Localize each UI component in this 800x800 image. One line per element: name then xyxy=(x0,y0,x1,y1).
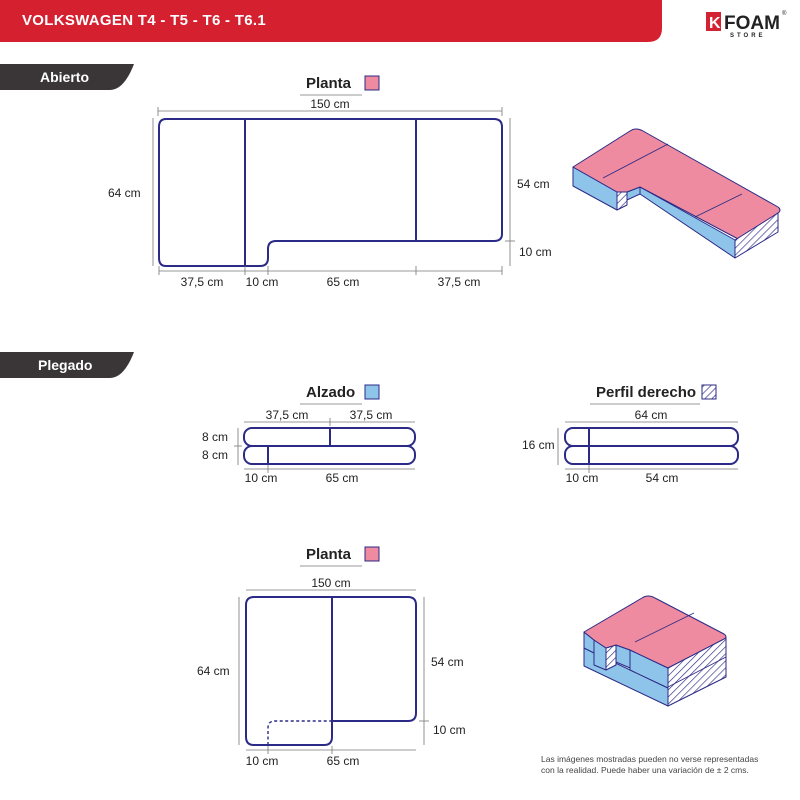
dim-top-150: 150 cm xyxy=(311,576,351,590)
open-plan-title: Planta xyxy=(306,75,352,92)
dim-bottom-37-5-b: 37,5 cm xyxy=(437,275,481,289)
open-mattress-outline xyxy=(159,119,502,266)
dim-bottom-10: 10 cm xyxy=(244,471,278,485)
dim-left-64: 64 cm xyxy=(108,186,141,200)
folded-plan-view xyxy=(197,546,466,768)
profile-layer-top xyxy=(565,428,738,446)
pink-swatch xyxy=(365,76,379,90)
header-title: VOLKSWAGEN T4 - T5 - T6 - T6.1 xyxy=(22,12,267,29)
dim-bottom-10: 10 cm xyxy=(245,275,279,289)
logo-k: K xyxy=(709,15,721,32)
dim-right-10: 10 cm xyxy=(519,245,552,259)
dim-left-8-a: 8 cm xyxy=(202,430,229,444)
dim-bottom-65: 65 cm xyxy=(326,275,360,289)
dim-bottom-10: 10 cm xyxy=(565,471,599,485)
section-label-folded: Plegado xyxy=(38,357,93,373)
dim-bottom-10: 10 cm xyxy=(245,754,279,768)
profile-title: Perfil derecho xyxy=(596,384,697,401)
open-isometric-illustration xyxy=(573,129,780,258)
open-plan-view xyxy=(108,75,552,289)
folded-profile-view xyxy=(522,384,738,485)
dim-left-16: 16 cm xyxy=(522,438,555,452)
disclaimer-line-2: con la realidad. Puede haber una variación de ± 2 cms. xyxy=(541,765,749,775)
profile-layer-bottom xyxy=(565,446,738,464)
elevation-layer-bottom xyxy=(244,446,415,464)
dim-right-10: 10 cm xyxy=(433,723,466,737)
logo-foam: FOAM xyxy=(724,13,780,34)
dim-left-64: 64 cm xyxy=(197,664,230,678)
dim-bottom-37-5-a: 37,5 cm xyxy=(180,275,224,289)
disclaimer-line-1: Las imágenes mostradas pueden no verse representadas xyxy=(541,754,759,764)
logo-registered: ® xyxy=(782,11,787,17)
section-label-open: Abierto xyxy=(40,69,89,85)
hatched-swatch xyxy=(702,385,716,399)
pink-swatch xyxy=(365,547,379,561)
dim-right-54: 54 cm xyxy=(431,655,464,669)
dim-bottom-65: 65 cm xyxy=(326,754,360,768)
folded-elevation-view xyxy=(202,384,415,485)
dim-top-64: 64 cm xyxy=(634,408,668,422)
folded-plan-title: Planta xyxy=(306,546,352,563)
dim-bottom-65: 65 cm xyxy=(325,471,359,485)
kfoam-logo xyxy=(706,10,787,39)
blue-swatch xyxy=(365,385,379,399)
dim-top-37-5-b: 37,5 cm xyxy=(349,408,393,422)
folded-isometric-illustration xyxy=(584,596,726,706)
dim-right-54: 54 cm xyxy=(517,177,550,191)
dim-left-8-b: 8 cm xyxy=(202,448,229,462)
dim-top-37-5-a: 37,5 cm xyxy=(265,408,309,422)
dim-top-150: 150 cm xyxy=(310,97,350,111)
dim-bottom-54: 54 cm xyxy=(645,471,679,485)
elevation-title: Alzado xyxy=(306,384,356,401)
logo-store: STORE xyxy=(730,33,766,39)
